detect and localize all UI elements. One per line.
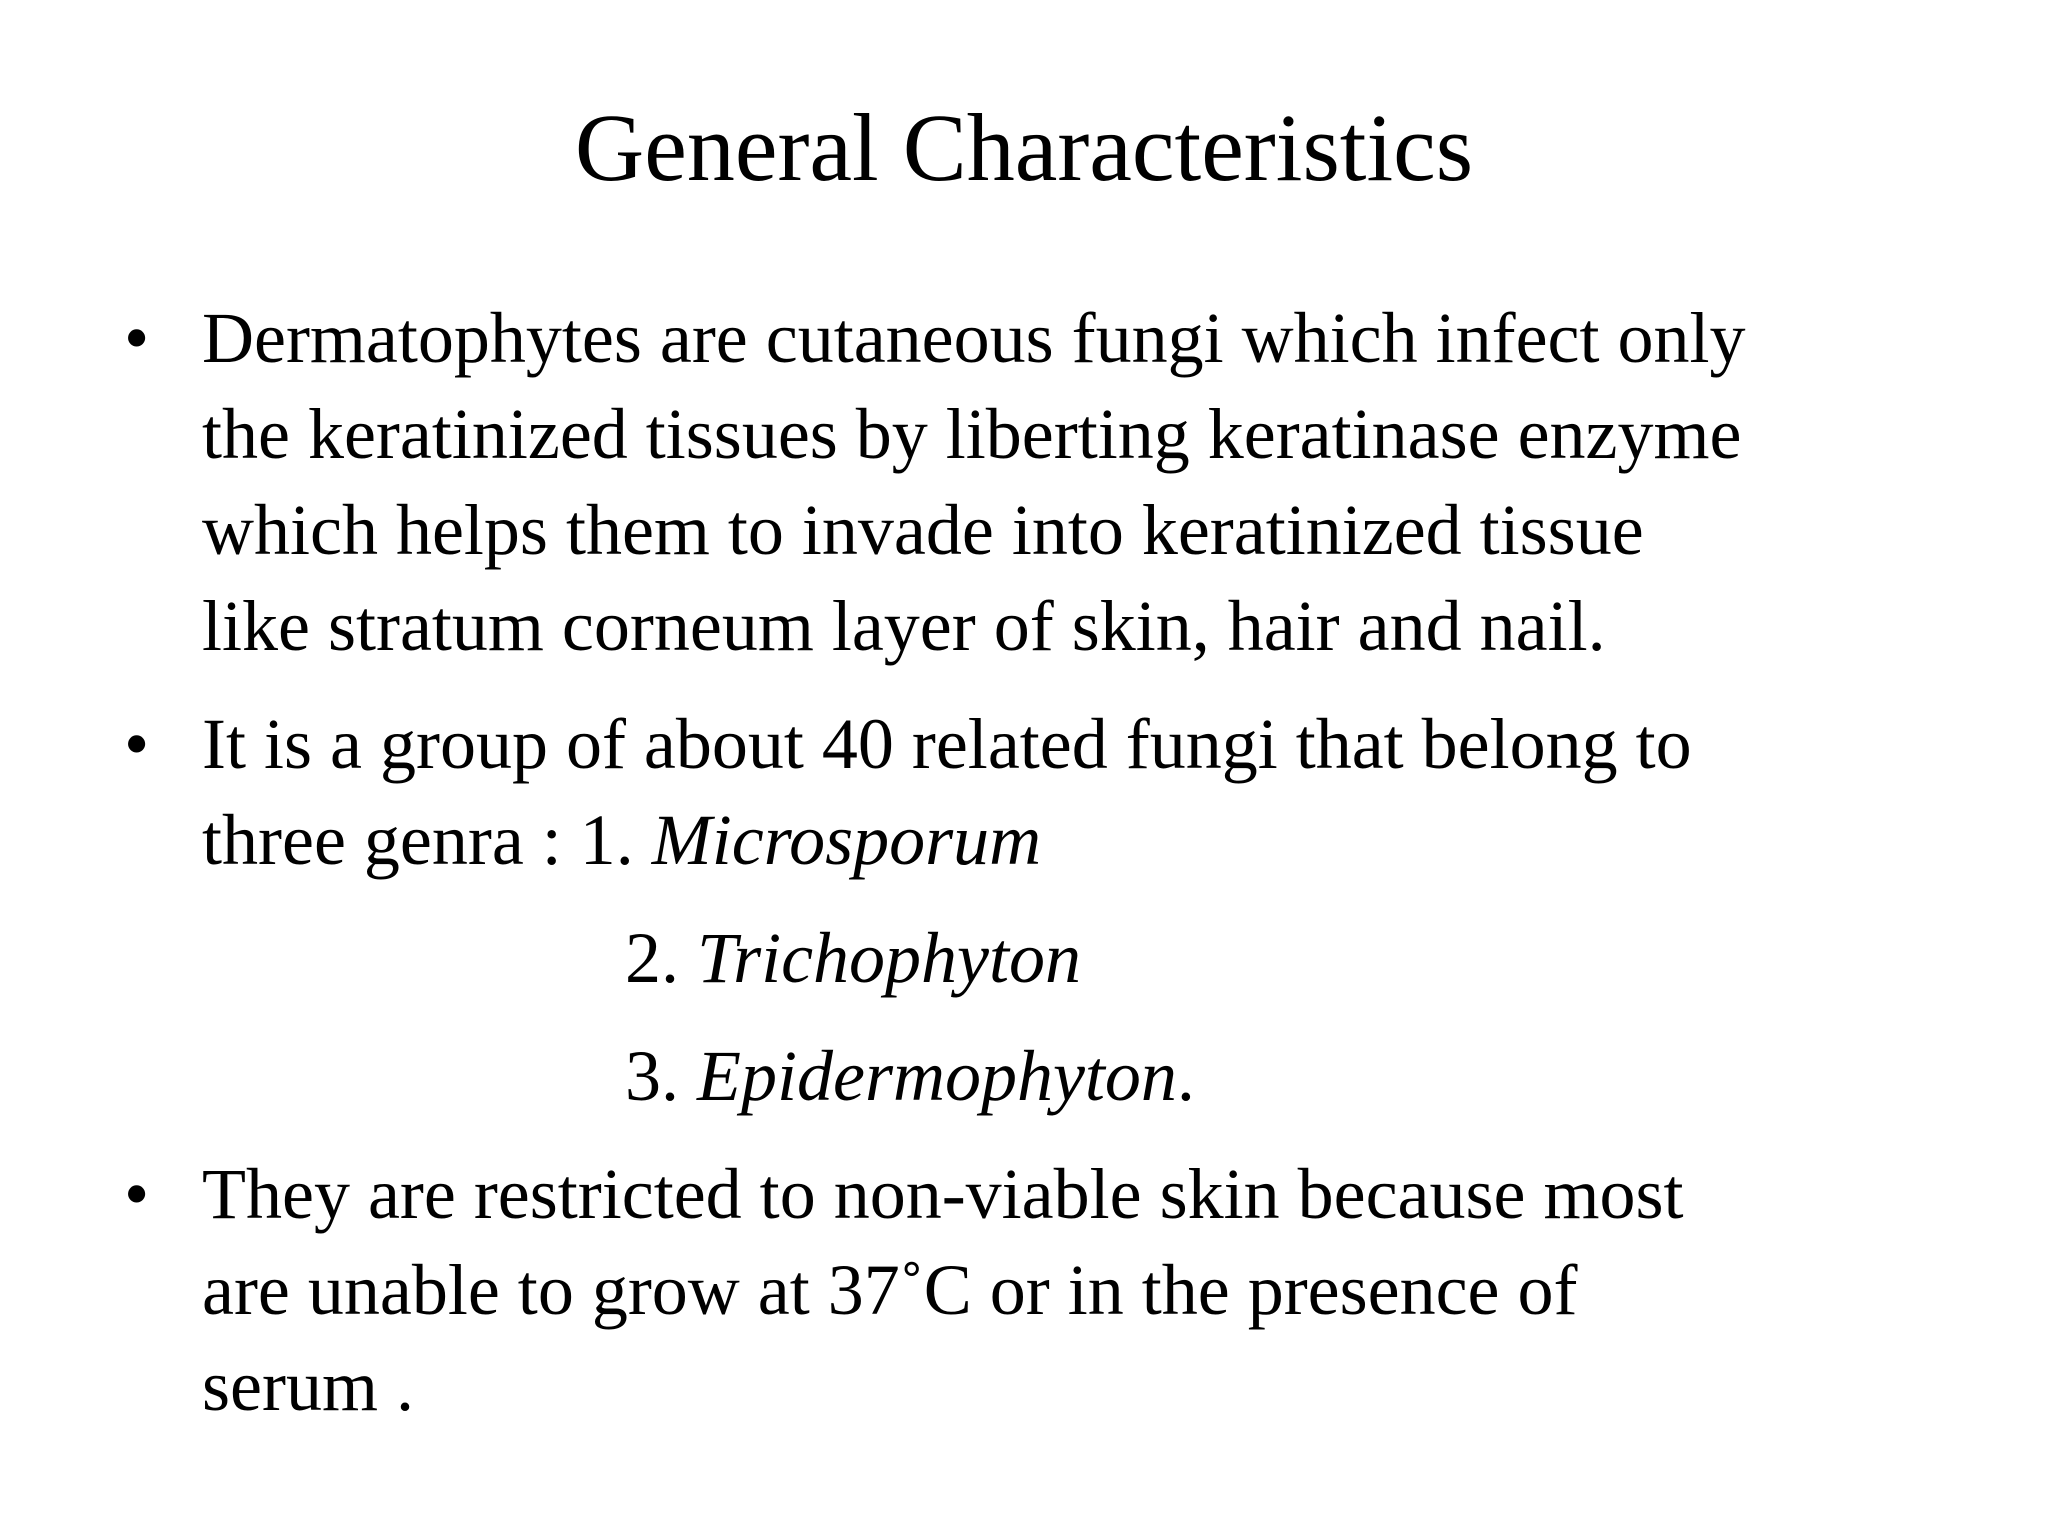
bullet-marker-1: • [124,298,150,378]
genus-2 [625,910,1081,1006]
genera-intro: three genra : [202,800,580,880]
bullet-2-line-1: It is a group of about 40 related fungi that belong to [202,704,1692,784]
genus-2-name: Trichophyton [697,918,1082,998]
bullet-1-line-1: Dermatophytes are cutaneous fungi which infect only [202,298,1746,378]
genus-1-number: 1. [579,800,652,880]
bullet-1-line-2: the keratinized tissues by liberting keratinase enzyme [202,394,1742,474]
bullet-3-line-3: serum . [202,1346,414,1426]
genus-3-number: 3. [625,1036,697,1116]
bullet-3-line-2: are unable to grow at 37˚C or in the presence of [202,1250,1578,1330]
bullet-1-line-3: which helps them to invade into keratinized tissue [202,490,1644,570]
slide-title: General Characteristics [574,94,1474,201]
bullet-marker-2: • [124,704,150,784]
bullet-2-line-2 [202,792,1041,888]
bullet-1-line-4: like stratum corneum layer of skin, hair and nail. [202,586,1606,666]
genus-1-name: Microsporum [651,800,1042,880]
genus-3-suffix: . [1176,1036,1195,1116]
genus-2-number: 2. [625,918,697,998]
bullet-marker-3: • [124,1154,150,1234]
genus-3 [625,1028,1195,1124]
bullet-3-line-1: They are restricted to non-viable skin because most [202,1154,1684,1234]
genus-3-name: Epidermophyton [697,1036,1177,1116]
